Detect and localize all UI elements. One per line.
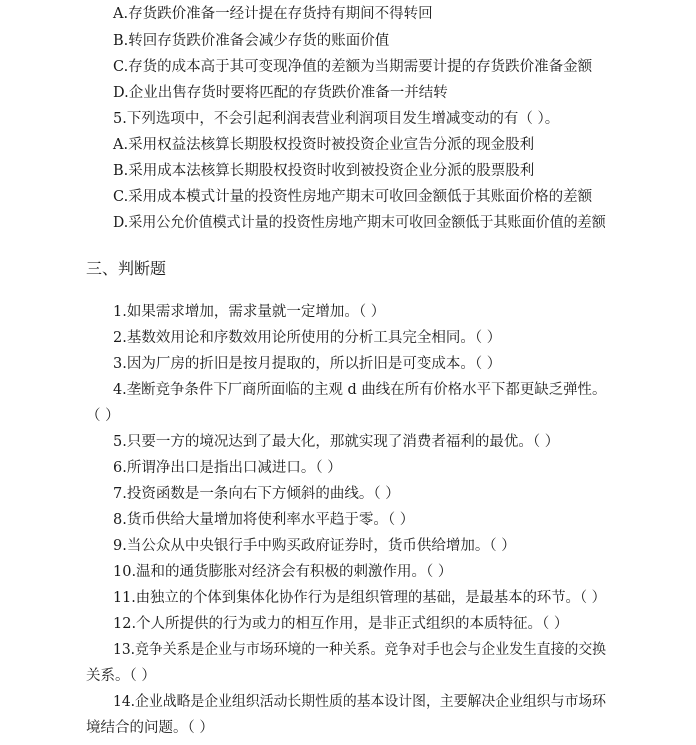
judgment-7: 7.投资函数是一条向右下方倾斜的曲线。（ ） xyxy=(113,486,400,502)
judgment-14: 14.企业战略是企业组织活动长期性质的基本设计图，主要解决企业组织与市场环 xyxy=(113,694,607,710)
judgment-4-cont: （ ） xyxy=(86,408,120,424)
judgment-9: 9.当公众从中央银行手中购买政府证券时，货币供给增加。（ ） xyxy=(113,538,516,554)
q4-option-a: A.存货跌价准备一经计提在存货持有期间不得转回 xyxy=(113,6,433,22)
judgment-8: 8.货币供给大量增加将使利率水平趋于零。（ ） xyxy=(113,512,415,528)
q5-stem: 5.下列选项中，不会引起利润表营业利润项目发生增减变动的有（ ）。 xyxy=(113,111,560,127)
judgment-1: 1.如果需求增加，需求量就一定增加。（ ） xyxy=(113,304,386,320)
judgment-14-cont: 境结合的问题。（ ） xyxy=(86,720,214,736)
judgment-2: 2.基数效用论和序数效用论所使用的分析工具完全相同。（ ） xyxy=(113,330,502,346)
judgment-3: 3.因为厂房的折旧是按月提取的，所以折旧是可变成本。（ ） xyxy=(113,356,502,372)
q4-option-c: C.存货的成本高于其可变现净值的差额为当期需要计提的存货跌价准备金额 xyxy=(113,59,593,75)
judgment-11: 11.由独立的个体到集体化协作行为是组织管理的基础，是最基本的环节。（ ） xyxy=(113,590,606,606)
section-heading: 三、判断题 xyxy=(86,259,167,278)
judgment-5: 5.只要一方的境况达到了最大化，那就实现了消费者福利的最优。（ ） xyxy=(113,434,560,450)
q5-option-d: D.采用公允价值模式计量的投资性房地产期末可收回金额低于其账面价值的差额 xyxy=(113,215,606,231)
q4-option-b: B.转回存货跌价准备会减少存货的账面价值 xyxy=(113,33,390,49)
q5-option-a: A.采用权益法核算长期股权投资时被投资企业宣告分派的现金股利 xyxy=(113,137,535,153)
q5-option-c: C.采用成本模式计量的投资性房地产期末可收回金额低于其账面价格的差额 xyxy=(113,189,593,205)
judgment-4: 4.垄断竞争条件下厂商所面临的主观 d 曲线在所有价格水平下都更缺乏弹性。 xyxy=(113,382,607,398)
judgment-12: 12.个人所提供的行为或力的相互作用，是非正式组织的本质特征。（ ） xyxy=(113,616,569,632)
q4-option-d: D.企业出售存货时要将匹配的存货跌价准备一并结转 xyxy=(113,85,448,101)
judgment-10: 10.温和的通货膨胀对经济会有积极的刺激作用。（ ） xyxy=(113,564,453,580)
judgment-13-cont: 关系。（ ） xyxy=(86,668,156,684)
judgment-13: 13.竞争关系是企业与市场环境的一种关系。竞争对手也会与企业发生直接的交换 xyxy=(113,642,607,658)
q5-option-b: B.采用成本法核算长期股权投资时收到被投资企业分派的股票股利 xyxy=(113,163,535,179)
judgment-6: 6.所谓净出口是指出口减进口。（ ） xyxy=(113,460,342,476)
